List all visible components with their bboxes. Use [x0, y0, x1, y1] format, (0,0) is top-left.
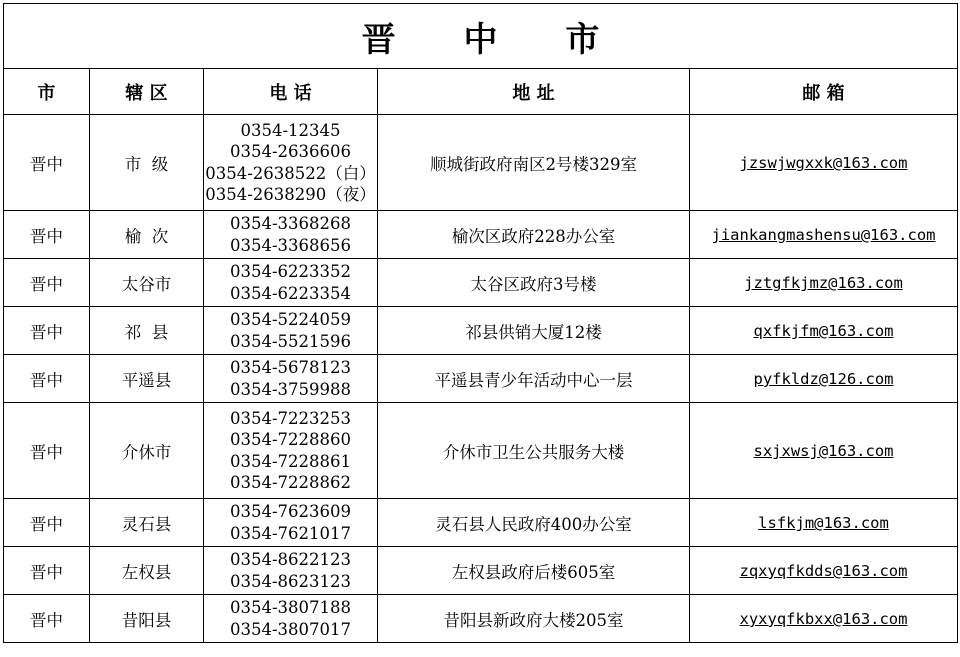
header-address: 地 址	[378, 69, 690, 115]
phone-number: 0354-5678123	[229, 358, 352, 377]
cell-city: 晋中	[4, 211, 90, 259]
cell-address: 灵石县人民政府400办公室	[378, 499, 690, 547]
cell-email	[690, 547, 958, 595]
cell-city: 晋中	[4, 547, 90, 595]
cell-city: 晋中	[4, 259, 90, 307]
contact-table	[3, 3, 958, 643]
phone-number: 0354-3807017	[229, 619, 352, 639]
phone-number: 0354-3807188	[229, 598, 352, 617]
table-row	[4, 259, 958, 307]
phone-number: 0354-7228860	[229, 430, 352, 449]
cell-email	[690, 307, 958, 355]
phone-number: 0354-2636606	[229, 142, 352, 161]
email-link[interactable]: sxjxwsj@163.com	[753, 442, 894, 460]
cell-city: 晋中	[4, 595, 90, 643]
phone-number: 0354-5521596	[229, 331, 352, 351]
contact-sheet	[3, 3, 957, 643]
cell-district: 平遥县	[90, 355, 204, 403]
table-row	[4, 307, 958, 355]
cell-district: 灵石县	[90, 499, 204, 547]
email-link[interactable]: lsfkjm@163.com	[758, 514, 889, 532]
cell-email	[690, 115, 958, 211]
cell-phone	[204, 547, 378, 595]
phone-number: 0354-3368268	[229, 214, 352, 233]
phone-number: 0354-8623123	[229, 571, 352, 591]
cell-phone	[204, 403, 378, 499]
page-title: 晋 中 市	[4, 4, 958, 69]
cell-district: 介休市	[90, 403, 204, 499]
cell-district: 市 级	[90, 115, 204, 211]
phone-number: 0354-3368656	[229, 235, 352, 255]
cell-district: 昔阳县	[90, 595, 204, 643]
cell-phone	[204, 307, 378, 355]
cell-district: 左权县	[90, 547, 204, 595]
phone-number: 0354-6223352	[229, 262, 352, 281]
phone-number: 0354-7228861	[229, 451, 352, 471]
phone-number: 0354-5224059	[229, 310, 352, 329]
cell-email	[690, 355, 958, 403]
email-link[interactable]: zqxyqfkdds@163.com	[739, 562, 908, 580]
table-row	[4, 547, 958, 595]
phone-number: 0354-12345	[240, 120, 341, 140]
phone-number: 0354-2638522（白）	[205, 163, 376, 183]
cell-address: 介休市卫生公共服务大楼	[378, 403, 690, 499]
email-link[interactable]: pyfkldz@126.com	[753, 370, 894, 388]
cell-email	[690, 595, 958, 643]
cell-district: 祁 县	[90, 307, 204, 355]
phone-number: 0354-7228862	[229, 473, 352, 492]
phone-number: 0354-7623609	[229, 502, 352, 521]
cell-city: 晋中	[4, 499, 90, 547]
table-row	[4, 355, 958, 403]
table-row	[4, 595, 958, 643]
cell-phone	[204, 115, 378, 211]
cell-phone	[204, 499, 378, 547]
phone-number: 0354-7621017	[229, 523, 352, 543]
phone-number: 0354-6223354	[229, 283, 352, 303]
cell-address: 太谷区政府3号楼	[378, 259, 690, 307]
header-email: 邮 箱	[690, 69, 958, 115]
cell-address: 昔阳县新政府大楼205室	[378, 595, 690, 643]
cell-address: 顺城街政府南区2号楼329室	[378, 115, 690, 211]
phone-number: 0354-2638290（夜）	[205, 185, 376, 204]
table-row	[4, 499, 958, 547]
table-row	[4, 211, 958, 259]
cell-phone	[204, 259, 378, 307]
cell-district: 太谷市	[90, 259, 204, 307]
cell-address: 榆次区政府228办公室	[378, 211, 690, 259]
header-row	[4, 69, 958, 115]
email-link[interactable]: jzswjwgxxk@163.com	[739, 154, 908, 172]
cell-phone	[204, 595, 378, 643]
cell-city: 晋中	[4, 355, 90, 403]
table-row	[4, 115, 958, 211]
header-phone: 电 话	[204, 69, 378, 115]
email-link[interactable]: jztgfkjmz@163.com	[744, 274, 903, 292]
cell-email	[690, 403, 958, 499]
phone-number: 0354-8622123	[229, 550, 352, 569]
cell-email	[690, 499, 958, 547]
cell-address: 平遥县青少年活动中心一层	[378, 355, 690, 403]
cell-city: 晋中	[4, 115, 90, 211]
cell-phone	[204, 355, 378, 403]
email-link[interactable]: jiankangmashensu@163.com	[711, 226, 936, 244]
cell-phone	[204, 211, 378, 259]
table-body	[4, 115, 958, 643]
phone-number: 0354-3759988	[229, 379, 352, 399]
cell-address: 左权县政府后楼605室	[378, 547, 690, 595]
cell-email	[690, 211, 958, 259]
cell-city: 晋中	[4, 403, 90, 499]
table-row	[4, 403, 958, 499]
email-link[interactable]: xyxyqfkbxx@163.com	[739, 610, 908, 628]
cell-city: 晋中	[4, 307, 90, 355]
email-link[interactable]: qxfkjfm@163.com	[753, 322, 894, 340]
header-district: 辖 区	[90, 69, 204, 115]
cell-address: 祁县供销大厦12楼	[378, 307, 690, 355]
phone-number: 0354-7223253	[229, 408, 352, 428]
cell-email	[690, 259, 958, 307]
header-city: 市	[4, 69, 90, 115]
cell-district: 榆 次	[90, 211, 204, 259]
